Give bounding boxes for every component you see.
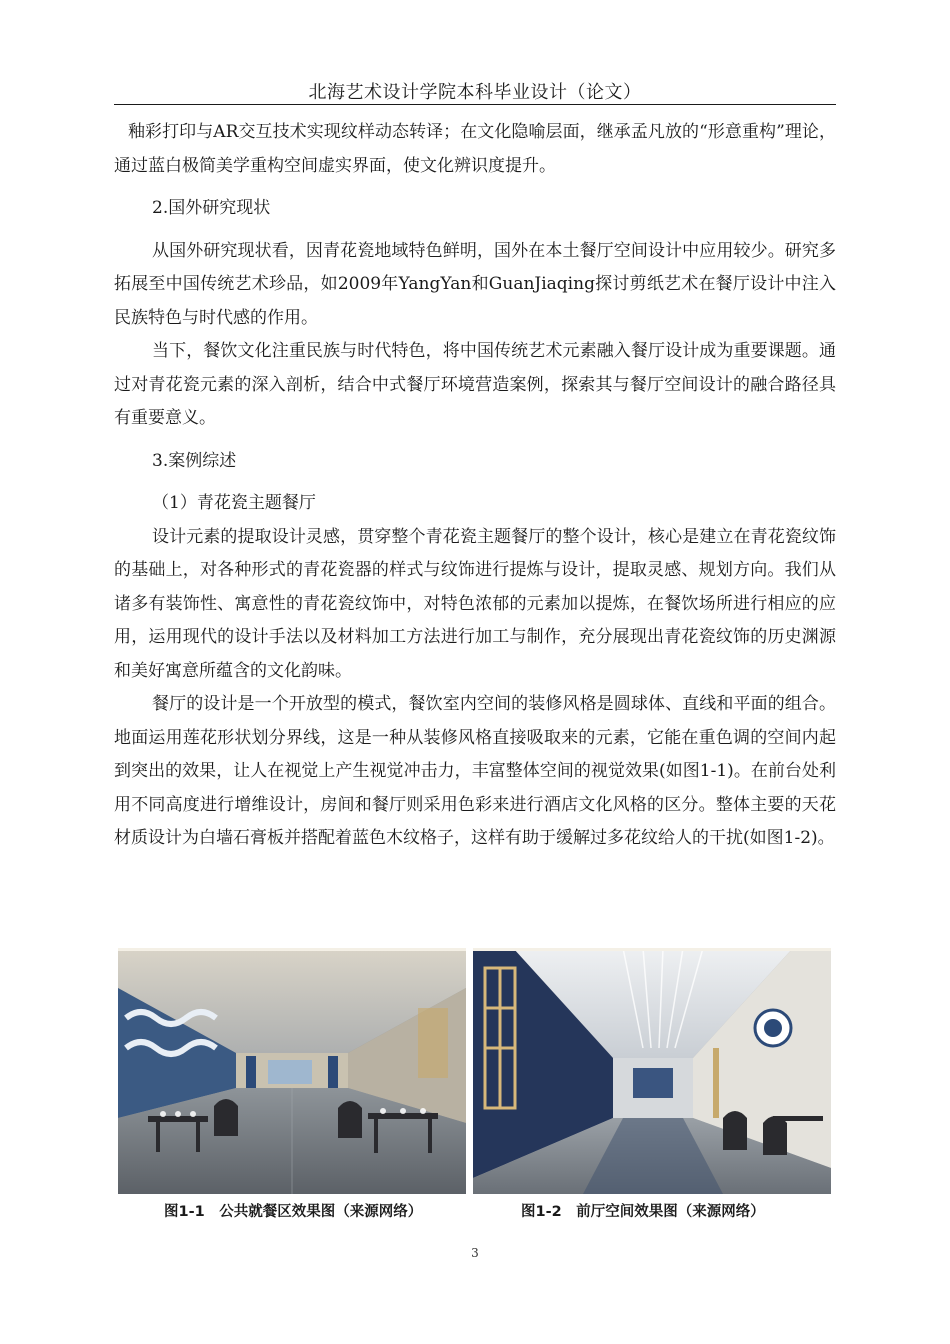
running-header: 北海艺术设计学院本科毕业设计（论文） bbox=[308, 82, 642, 103]
paragraph-foreign-research: 从国外研究现状看，因青花瓷地域特色鲜明，国外在本土餐厅空间设计中应用较少。研究多拓展至中国传统艺术珍品，如2009年YangYan和GuanJiaqing探讨剪纸艺术在餐厅设计中注入民族特色与时代感的作用。 bbox=[114, 240, 836, 328]
paragraph-significance: 当下，餐饮文化注重民族与时代特色，将中国传统艺术元素融入餐厅设计成为重要课题。通过对青花瓷元素的深入剖析，结合中式餐厅环境营造案例，探索其与餐厅空间设计的融合路径具有重要意义。 bbox=[114, 341, 836, 428]
figure-1-2-caption: 图1-2 前厅空间效果图（来源网络） bbox=[521, 1204, 765, 1220]
figure-row bbox=[118, 948, 831, 1228]
paragraph-restaurant-layout: 餐厅的设计是一个开放型的模式，餐饮室内空间的装修风格是圆球体、直线和平面的组合。地面运用莲花形状划分界线，这是一种从装修风格直接吸取来的元素，它能在重色调的空间内起到突出的效果，让人在视觉上产生视觉冲击力，丰富整体空间的视觉效果(如图1-1)。在前台处利用不同高度进行增维设计，房间和餐厅则采用色彩来进行酒店文化风格的区分。整体主要的天花材质设计为白墙石膏板并搭配着蓝色木纹格子，这样有助于缓解过多花纹给人的干扰(如图1-2)。 bbox=[114, 694, 836, 848]
subsection-heading-restaurant: （1）青花瓷主题餐厅 bbox=[152, 493, 316, 513]
body-text bbox=[114, 116, 836, 856]
page-number: 3 bbox=[471, 1246, 479, 1260]
figure-1-1-caption: 图1-1 公共就餐区效果图（来源网络） bbox=[164, 1204, 423, 1220]
header-rule bbox=[114, 104, 836, 105]
section-heading-case-review: 3.案例综述 bbox=[152, 450, 237, 471]
dining-area-render-image bbox=[118, 948, 466, 1194]
paragraph-design-elements: 设计元素的提取设计灵感，贯穿整个青花瓷主题餐厅的整个设计，核心是建立在青花瓷纹饰的基础上，对各种形式的青花瓷器的样式与纹饰进行提炼与设计，提取灵感、规划方向。我们从诸多有装饰性、寓意性的青花瓷纹饰中，对特色浓郁的元素加以提炼，在餐饮场所进行相应的应用，运用现代的设计手法以及材料加工方法进行加工与制作，充分展现出青花瓷纹饰的历史渊源和美好寓意所蕴含的文化韵味。 bbox=[114, 526, 836, 681]
section-heading-foreign-research: 2.国外研究现状 bbox=[152, 198, 271, 218]
figure-1-1 bbox=[118, 948, 466, 1220]
paragraph-continued: 釉彩打印与AR交互技术实现纹样动态转译；在文化隐喻层面，继承孟凡放的“形意重构”理论，通过蓝白极简美学重构空间虚实界面，使文化辨识度提升。 bbox=[114, 122, 836, 176]
figure-1-2 bbox=[473, 948, 831, 1220]
front-hall-render-image bbox=[473, 948, 831, 1194]
